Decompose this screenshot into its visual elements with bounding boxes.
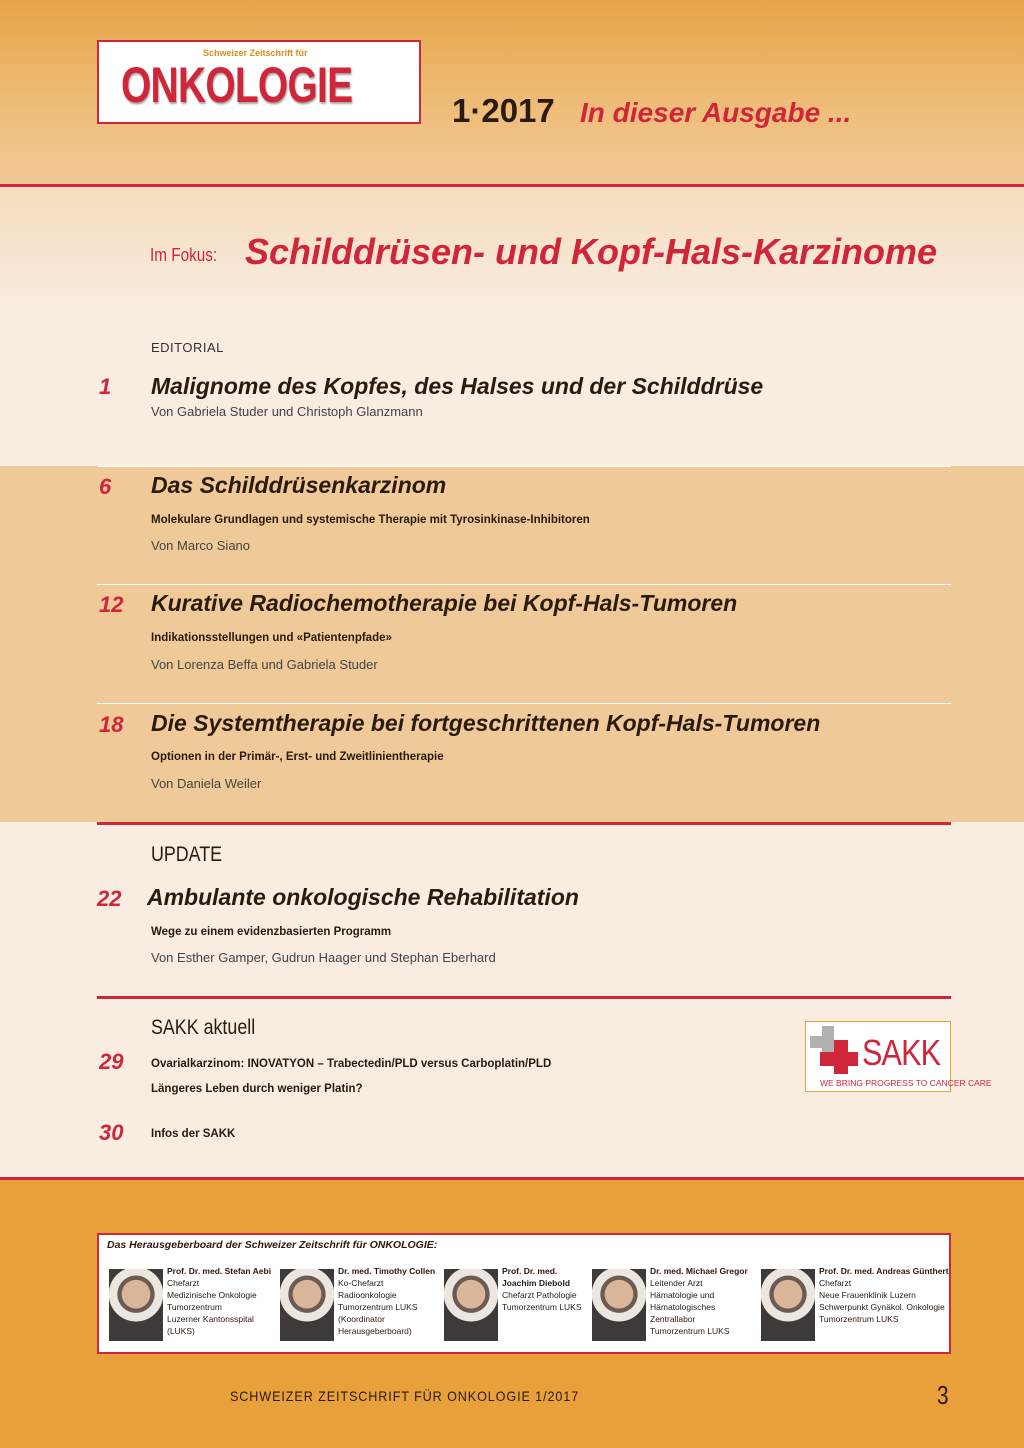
member-role: Hämatologisches <box>650 1302 716 1312</box>
section-divider <box>97 996 951 999</box>
journal-logo <box>97 40 421 124</box>
member-photo <box>592 1269 646 1341</box>
article-subtitle: Optionen in der Primär-, Erst- und Zweitlinientherapie <box>151 751 444 763</box>
article-author: Von Marco Siano <box>151 538 251 553</box>
member-role: Chefarzt <box>167 1278 200 1288</box>
divider <box>97 584 951 585</box>
article-subtitle: Molekulare Grundlagen und systemische Therapie mit Tyrosinkinase-Inhibitoren <box>151 514 590 526</box>
focus-prefix: Im Fokus: <box>150 245 218 265</box>
member-name: Prof. Dr. med. Stefan Aebi <box>167 1266 272 1276</box>
member-name: Prof. Dr. med. Andreas Günthert <box>819 1266 949 1276</box>
member-role: Zentrallabor <box>650 1314 696 1324</box>
article-title[interactable]: Kurative Radiochemotherapie bei Kopf-Hals-Tumoren <box>151 590 738 616</box>
member-role: Tumorzentrum LUKS <box>819 1314 899 1324</box>
logo-wordmark: ONKOLOGIE <box>121 57 353 113</box>
member-role: Schwerpunkt Gynäkol. Onkologie <box>819 1302 945 1312</box>
member-role: Radioonkologie <box>338 1290 397 1300</box>
member-photo <box>280 1269 334 1341</box>
sakk-label: SAKK aktuell <box>151 1016 256 1039</box>
footer-divider <box>0 1177 1024 1180</box>
update-subtitle: Wege zu einem evidenzbasierten Programm <box>151 926 392 938</box>
issue-number: 1·2017 <box>452 92 555 129</box>
board-title: Das Herausgeberboard der Schweizer Zeitschrift für ONKOLOGIE: <box>107 1239 438 1251</box>
divider <box>97 703 951 704</box>
issue-tagline: In dieser Ausgabe ... <box>580 97 852 128</box>
page-number: 3 <box>937 1380 949 1410</box>
member-role: Herausgeberboard) <box>338 1326 412 1336</box>
article-subtitle: Indikationsstellungen und «Patientenpfade» <box>151 632 392 644</box>
sakk-wordmark: SAKK <box>862 1032 941 1073</box>
update-page-number: 22 <box>97 886 122 911</box>
update-title[interactable]: Ambulante onkologische Rehabilitation <box>147 884 579 910</box>
article-page-number: 18 <box>99 712 124 737</box>
member-role: Hämatologie und <box>650 1290 715 1300</box>
member-name: Joachim Diebold <box>502 1278 571 1288</box>
sakk-tagline: WE BRING PROGRESS TO CANCER CARE <box>820 1078 992 1088</box>
logo-subtitle: Schweizer Zeitschrift für <box>203 48 308 58</box>
member-role: Tumorzentrum <box>167 1302 222 1312</box>
article-page-number: 6 <box>99 474 112 499</box>
member-role: Tumorzentrum LUKS <box>502 1302 582 1312</box>
member-role: (LUKS) <box>167 1326 195 1336</box>
editorial-board <box>97 1233 951 1354</box>
sakk-item-title[interactable]: Infos der SAKK <box>151 1128 236 1140</box>
member-name: Prof. Dr. med. <box>502 1266 558 1276</box>
update-label: UPDATE <box>151 843 223 866</box>
article-title[interactable]: Das Schilddrüsenkarzinom <box>151 472 447 498</box>
member-name: Dr. med. Michael Gregor <box>650 1266 748 1276</box>
sakk-item-title[interactable]: Ovarialkarzinom: INOVATYON – Trabectedin/PLD versus Carboplatin/PLD <box>151 1058 552 1070</box>
sakk-page-number: 29 <box>99 1049 124 1074</box>
member-role: Chefarzt <box>819 1278 852 1288</box>
member-role: Leitender Arzt <box>650 1278 703 1288</box>
member-role: Ko-Chefarzt <box>338 1278 384 1288</box>
member-role: Tumorzentrum LUKS <box>338 1302 418 1312</box>
member-role: Tumorzentrum LUKS <box>650 1326 730 1336</box>
sakk-page-number: 30 <box>99 1120 124 1145</box>
journal-footer: SCHWEIZER ZEITSCHRIFT FÜR ONKOLOGIE 1/2017 <box>230 1388 580 1404</box>
update-author: Von Esther Gamper, Gudrun Haager und Stephan Eberhard <box>151 950 496 965</box>
member-name: Dr. med. Timothy Collen <box>338 1266 436 1276</box>
member-role: (Koordinator <box>338 1314 385 1324</box>
member-photo <box>109 1269 163 1341</box>
focus-title: Schilddrüsen- und Kopf-Hals-Karzinome <box>245 231 938 272</box>
sakk-cross-icon <box>810 1026 858 1076</box>
member-photo <box>444 1269 498 1341</box>
article-title[interactable]: Die Systemtherapie bei fortgeschrittenen Kopf-Hals-Tumoren <box>151 710 821 736</box>
member-role: Medizinische Onkologie <box>167 1290 257 1300</box>
divider <box>97 466 951 467</box>
member-photo <box>761 1269 815 1341</box>
member-role: Neue Frauenklinik Luzern <box>819 1290 916 1300</box>
member-role: Luzerner Kantonsspital <box>167 1314 254 1324</box>
editorial-author: Von Gabriela Studer und Christoph Glanzmann <box>151 404 423 419</box>
editorial-label: EDITORIAL <box>151 340 224 355</box>
sakk-logo <box>805 1021 992 1092</box>
section-divider <box>97 822 951 825</box>
editorial-title[interactable]: Malignome des Kopfes, des Halses und der Schilddrüse <box>151 373 764 399</box>
article-author: Von Daniela Weiler <box>151 776 262 791</box>
article-author: Von Lorenza Beffa und Gabriela Studer <box>151 657 378 672</box>
member-role: Chefarzt Pathologie <box>502 1290 577 1300</box>
sakk-item-subtitle: Längeres Leben durch weniger Platin? <box>151 1083 363 1095</box>
article-page-number: 12 <box>99 592 124 617</box>
editorial-page-number: 1 <box>99 374 112 399</box>
